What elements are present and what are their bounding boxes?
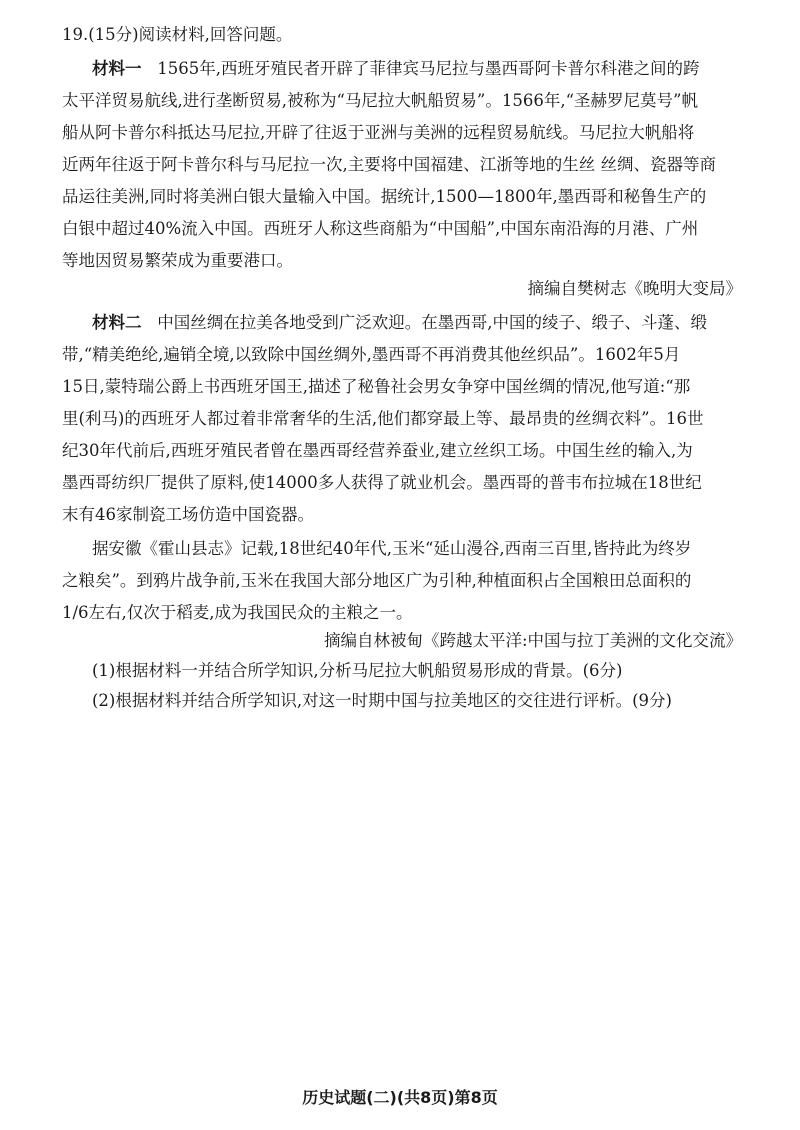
material1-line: 船从阿卡普尔科抵达马尼拉,开辟了往返于亚洲与美洲的远程贸易航线。马尼拉大帆船将 — [62, 123, 695, 142]
material1-line: 品运往美洲,同时将美洲白银大量输入中国。据统计,1500—1800年,墨西哥和秘鲁生产的 — [62, 187, 707, 206]
page-footer: 历史试题(二)(共8页)第8页 — [302, 1088, 498, 1107]
material2-label: 材料二 — [92, 313, 142, 332]
material1-label: 材料一 — [92, 59, 142, 78]
material2-first-line — [92, 312, 742, 334]
material2-line: 里(利马)的西班牙人都过着非常奢华的生活,他们都穿最上等、最昂贵的丝绸衣料”。16世 — [62, 409, 704, 428]
material1-source: 摘编自樊树志《晚明大变局》 — [527, 279, 742, 298]
material2-line: 纪30年代前后,西班牙殖民者曾在墨西哥经营养蚕业,建立丝织工场。中国生丝的输入,为 — [62, 441, 693, 460]
material1-line: 等地因贸易繁荣成为重要港口。 — [62, 251, 293, 270]
material2-line: 墨西哥纺织厂提供了原料,使14000多人获得了就业机会。墨西哥的普韦布拉城在18世纪 — [62, 473, 702, 492]
sub-question-2: (2)根据材料并结合所学知识,对这一时期中国与拉美地区的交往进行评析。(9分) — [92, 691, 672, 710]
material2-line: 末有46家制瓷工场仿造中国瓷器。 — [62, 505, 314, 524]
question-header: 19.(15分)阅读材料,回答问题。 — [62, 25, 293, 44]
material2-para2-line: 1/6左右,仅次于稻麦,成为我国民众的主粮之一。 — [62, 603, 413, 622]
material1-line: 1565年,西班牙殖民者开辟了菲律宾马尼拉与墨西哥阿卡普尔科港之间的跨 — [157, 59, 700, 78]
material2-para2-line: 之粮矣”。到鸦片战争前,玉米在我国大部分地区广为引种,种植面积占全国粮田总面积的 — [62, 571, 692, 590]
material2-para2-line: 据安徽《霍山县志》记载,18世纪40年代,玉米“延山漫谷,西南三百里,皆持此为终岁 — [92, 539, 692, 558]
material2-line: 15日,蒙特瑞公爵上书西班牙国王,描述了秘鲁社会男女争穿中国丝绸的情况,他写道:“那 — [62, 377, 691, 396]
material1-first-line — [92, 58, 742, 80]
material1-line: 近两年往返于阿卡普尔科与马尼拉一次,主要将中国福建、江浙等地的生丝 丝绸、瓷器等商 — [62, 155, 716, 174]
material2-line: 带,“精美绝纶,遍销全境,以致除中国丝绸外,墨西哥不再消费其他丝织品”。1602年5月 — [62, 345, 681, 364]
material2-source: 摘编自林被甸《跨越太平洋:中国与拉丁美洲的文化交流》 — [323, 631, 742, 650]
material2-line: 中国丝绸在拉美各地受到广泛欢迎。在墨西哥,中国的绫子、缎子、斗蓬、缎 — [157, 313, 707, 332]
sub-question-1: (1)根据材料一并结合所学知识,分析马尼拉大帆船贸易形成的背景。(6分) — [92, 661, 623, 680]
material1-line: 太平洋贸易航线,进行垄断贸易,被称为“马尼拉大帆船贸易”。1566年,“圣赫罗尼莫号”帆 — [62, 91, 698, 110]
material1-line: 白银中超过40%流入中国。西班牙人称这些商船为“中国船”,中国东南沿海的月港、广州 — [62, 219, 699, 238]
